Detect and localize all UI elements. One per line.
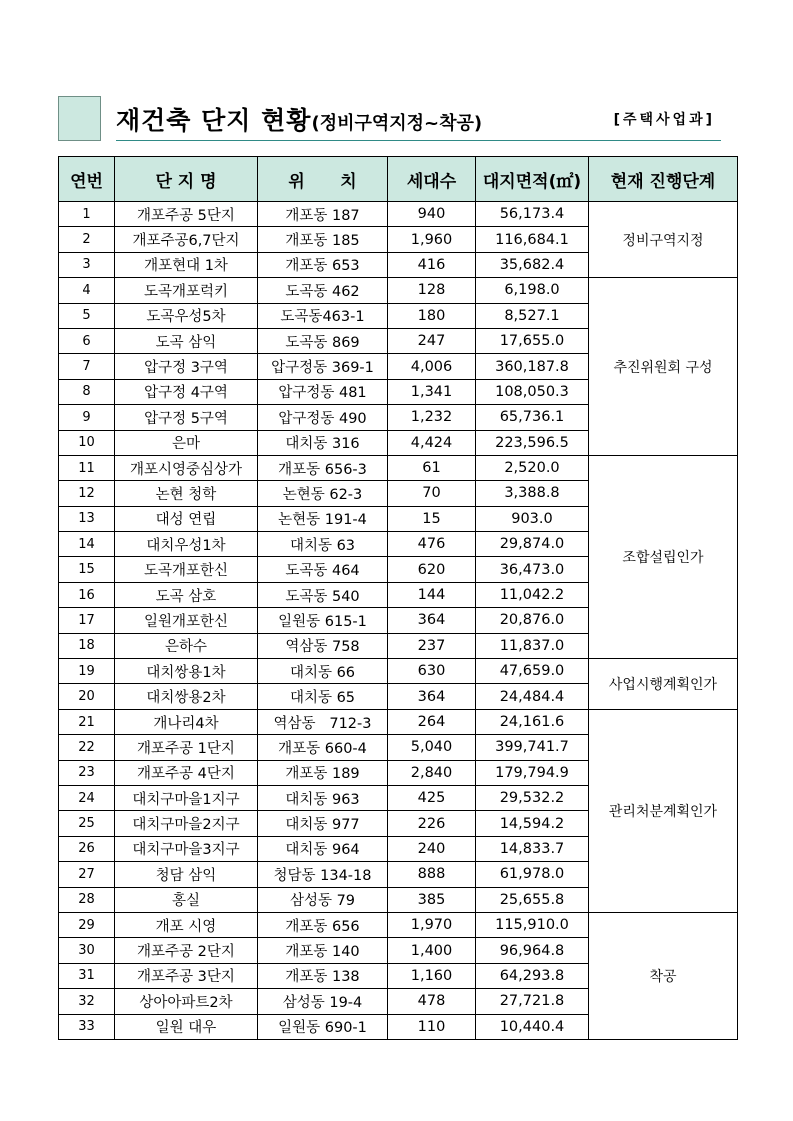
cell-units: 237: [388, 633, 476, 658]
cell-complex-name: 개포시영중심상가: [115, 455, 258, 480]
cell-no: 15: [59, 557, 115, 582]
cell-no: 13: [59, 506, 115, 531]
cell-land-area: 20,876.0: [476, 608, 589, 633]
cell-location: 개포동 187: [258, 202, 388, 227]
cell-complex-name: 압구정 5구역: [115, 405, 258, 430]
cell-land-area: 25,655.8: [476, 887, 589, 912]
cell-units: 620: [388, 557, 476, 582]
cell-no: 25: [59, 811, 115, 836]
column-header-stage: 현재 진행단계: [589, 157, 738, 202]
cell-location: 삼성동 19-4: [258, 989, 388, 1014]
cell-no: 33: [59, 1014, 115, 1039]
cell-no: 18: [59, 633, 115, 658]
cell-no: 26: [59, 836, 115, 861]
cell-no: 1: [59, 202, 115, 227]
cell-units: 416: [388, 252, 476, 277]
cell-location: 도곡동 869: [258, 328, 388, 353]
cell-land-area: 56,173.4: [476, 202, 589, 227]
cell-land-area: 179,794.9: [476, 760, 589, 785]
cell-land-area: 399,741.7: [476, 735, 589, 760]
cell-location: 논현동 191-4: [258, 506, 388, 531]
cell-no: 30: [59, 938, 115, 963]
cell-stage: 사업시행계획인가: [589, 659, 738, 710]
cell-complex-name: 상아아파트2차: [115, 989, 258, 1014]
cell-units: 476: [388, 532, 476, 557]
cell-complex-name: 개포주공 1단지: [115, 735, 258, 760]
cell-complex-name: 대치구마을2지구: [115, 811, 258, 836]
cell-units: 4,006: [388, 354, 476, 379]
cell-units: 1,341: [388, 379, 476, 404]
cell-land-area: 61,978.0: [476, 862, 589, 887]
page-title: [116, 101, 482, 137]
cell-units: 1,400: [388, 938, 476, 963]
cell-units: 61: [388, 455, 476, 480]
cell-location: 도곡동463-1: [258, 303, 388, 328]
cell-complex-name: 개포현대 1차: [115, 252, 258, 277]
cell-no: 14: [59, 532, 115, 557]
cell-location: 대치동 66: [258, 659, 388, 684]
cell-land-area: 14,833.7: [476, 836, 589, 861]
cell-units: 364: [388, 608, 476, 633]
cell-land-area: 35,682.4: [476, 252, 589, 277]
cell-land-area: 11,837.0: [476, 633, 589, 658]
cell-complex-name: 일원 대우: [115, 1014, 258, 1039]
cell-stage: 착공: [589, 912, 738, 1039]
table-header-row: [59, 157, 738, 202]
cell-no: 19: [59, 659, 115, 684]
cell-no: 6: [59, 328, 115, 353]
cell-units: 110: [388, 1014, 476, 1039]
cell-land-area: 3,388.8: [476, 481, 589, 506]
cell-location: 청담동 134-18: [258, 862, 388, 887]
cell-no: 4: [59, 278, 115, 303]
cell-complex-name: 은마: [115, 430, 258, 455]
cell-no: 24: [59, 785, 115, 810]
cell-units: 1,960: [388, 227, 476, 252]
cell-units: 1,970: [388, 912, 476, 937]
cell-units: 180: [388, 303, 476, 328]
cell-location: 개포동 653: [258, 252, 388, 277]
cell-complex-name: 도곡 삼익: [115, 328, 258, 353]
cell-complex-name: 대치쌍용1차: [115, 659, 258, 684]
cell-land-area: 24,161.6: [476, 709, 589, 734]
cell-land-area: 116,684.1: [476, 227, 589, 252]
cell-units: 4,424: [388, 430, 476, 455]
cell-units: 226: [388, 811, 476, 836]
cell-complex-name: 대치구마을3지구: [115, 836, 258, 861]
cell-no: 31: [59, 963, 115, 988]
cell-no: 21: [59, 709, 115, 734]
cell-no: 16: [59, 582, 115, 607]
cell-location: 개포동 656: [258, 912, 388, 937]
cell-location: 개포동 656-3: [258, 455, 388, 480]
table-row: [59, 709, 738, 734]
cell-stage: 정비구역지정: [589, 202, 738, 278]
document-header: [58, 96, 721, 142]
cell-no: 20: [59, 684, 115, 709]
cell-location: 압구정동 490: [258, 405, 388, 430]
cell-land-area: 29,874.0: [476, 532, 589, 557]
cell-complex-name: 개나리4차: [115, 709, 258, 734]
cell-stage: 추진위원회 구성: [589, 278, 738, 456]
cell-units: 264: [388, 709, 476, 734]
cell-units: 240: [388, 836, 476, 861]
cell-stage: 관리처분계획인가: [589, 709, 738, 912]
cell-land-area: 47,659.0: [476, 659, 589, 684]
cell-location: 삼성동 79: [258, 887, 388, 912]
column-header-units: 세대수: [388, 157, 476, 202]
cell-complex-name: 개포주공6,7단지: [115, 227, 258, 252]
cell-land-area: 27,721.8: [476, 989, 589, 1014]
cell-location: 대치동 63: [258, 532, 388, 557]
table-body: [59, 202, 738, 1040]
cell-no: 29: [59, 912, 115, 937]
title-underline: [116, 140, 721, 141]
cell-complex-name: 청담 삼익: [115, 862, 258, 887]
cell-units: 630: [388, 659, 476, 684]
cell-location: 대치동 65: [258, 684, 388, 709]
cell-land-area: 65,736.1: [476, 405, 589, 430]
cell-complex-name: 홍실: [115, 887, 258, 912]
cell-no: 7: [59, 354, 115, 379]
cell-complex-name: 대치우성1차: [115, 532, 258, 557]
cell-location: 도곡동 462: [258, 278, 388, 303]
page-title-main: 재건축 단지 현황: [116, 106, 312, 135]
page-title-sub: (정비구역지정~착공): [311, 113, 483, 134]
cell-location: 대치동 963: [258, 785, 388, 810]
cell-no: 11: [59, 455, 115, 480]
cell-complex-name: 대성 연립: [115, 506, 258, 531]
cell-units: 364: [388, 684, 476, 709]
cell-no: 23: [59, 760, 115, 785]
cell-location: 역삼동 758: [258, 633, 388, 658]
cell-units: 15: [388, 506, 476, 531]
cell-complex-name: 대치쌍용2차: [115, 684, 258, 709]
cell-location: 개포동 185: [258, 227, 388, 252]
cell-land-area: 108,050.3: [476, 379, 589, 404]
cell-land-area: 36,473.0: [476, 557, 589, 582]
cell-location: 대치동 316: [258, 430, 388, 455]
cell-no: 17: [59, 608, 115, 633]
column-header-area: 대지면적(㎡): [476, 157, 589, 202]
cell-complex-name: 개포주공 3단지: [115, 963, 258, 988]
cell-complex-name: 압구정 4구역: [115, 379, 258, 404]
cell-units: 1,232: [388, 405, 476, 430]
cell-units: 5,040: [388, 735, 476, 760]
cell-land-area: 11,042.2: [476, 582, 589, 607]
cell-land-area: 115,910.0: [476, 912, 589, 937]
cell-land-area: 29,532.2: [476, 785, 589, 810]
cell-complex-name: 개포주공 4단지: [115, 760, 258, 785]
column-header-no: 연번: [59, 157, 115, 202]
cell-land-area: 6,198.0: [476, 278, 589, 303]
cell-stage: 조합설립인가: [589, 455, 738, 658]
cell-units: 128: [388, 278, 476, 303]
cell-no: 8: [59, 379, 115, 404]
cell-units: 385: [388, 887, 476, 912]
cell-complex-name: 대치구마을1지구: [115, 785, 258, 810]
cell-no: 32: [59, 989, 115, 1014]
cell-complex-name: 일원개포한신: [115, 608, 258, 633]
title-marker-box: [58, 96, 101, 141]
cell-land-area: 903.0: [476, 506, 589, 531]
cell-location: 역삼동 712-3: [258, 709, 388, 734]
table-row: [59, 912, 738, 937]
cell-location: 도곡동 464: [258, 557, 388, 582]
column-header-location: 위 치: [258, 157, 388, 202]
cell-complex-name: 도곡 삼호: [115, 582, 258, 607]
cell-land-area: 24,484.4: [476, 684, 589, 709]
cell-location: 대치동 977: [258, 811, 388, 836]
cell-complex-name: 은하수: [115, 633, 258, 658]
cell-land-area: 17,655.0: [476, 328, 589, 353]
cell-location: 일원동 615-1: [258, 608, 388, 633]
cell-land-area: 360,187.8: [476, 354, 589, 379]
cell-location: 개포동 138: [258, 963, 388, 988]
cell-complex-name: 개포 시영: [115, 912, 258, 937]
cell-units: 144: [388, 582, 476, 607]
cell-units: 247: [388, 328, 476, 353]
table-row: [59, 455, 738, 480]
cell-units: 888: [388, 862, 476, 887]
cell-units: 1,160: [388, 963, 476, 988]
cell-location: 압구정동 369-1: [258, 354, 388, 379]
cell-land-area: 96,964.8: [476, 938, 589, 963]
cell-no: 27: [59, 862, 115, 887]
cell-location: 도곡동 540: [258, 582, 388, 607]
cell-units: 70: [388, 481, 476, 506]
cell-location: 개포동 140: [258, 938, 388, 963]
cell-land-area: 223,596.5: [476, 430, 589, 455]
cell-no: 10: [59, 430, 115, 455]
cell-land-area: 64,293.8: [476, 963, 589, 988]
cell-units: 940: [388, 202, 476, 227]
cell-units: 425: [388, 785, 476, 810]
table-row: [59, 202, 738, 227]
cell-no: 5: [59, 303, 115, 328]
cell-location: 논현동 62-3: [258, 481, 388, 506]
cell-land-area: 10,440.4: [476, 1014, 589, 1039]
cell-complex-name: 도곡개포한신: [115, 557, 258, 582]
column-header-name: 단 지 명: [115, 157, 258, 202]
cell-location: 일원동 690-1: [258, 1014, 388, 1039]
cell-no: 28: [59, 887, 115, 912]
cell-no: 2: [59, 227, 115, 252]
cell-no: 3: [59, 252, 115, 277]
cell-land-area: 14,594.2: [476, 811, 589, 836]
cell-no: 22: [59, 735, 115, 760]
cell-units: 2,840: [388, 760, 476, 785]
cell-land-area: 8,527.1: [476, 303, 589, 328]
cell-complex-name: 압구정 3구역: [115, 354, 258, 379]
cell-complex-name: 도곡우성5차: [115, 303, 258, 328]
cell-complex-name: 도곡개포럭키: [115, 278, 258, 303]
cell-location: 압구정동 481: [258, 379, 388, 404]
cell-location: 개포동 189: [258, 760, 388, 785]
cell-complex-name: 개포주공 2단지: [115, 938, 258, 963]
cell-location: 개포동 660-4: [258, 735, 388, 760]
cell-complex-name: 개포주공 5단지: [115, 202, 258, 227]
table-row: [59, 278, 738, 303]
cell-complex-name: 논현 청학: [115, 481, 258, 506]
cell-location: 대치동 964: [258, 836, 388, 861]
cell-units: 478: [388, 989, 476, 1014]
cell-no: 12: [59, 481, 115, 506]
table-row: [59, 659, 738, 684]
cell-no: 9: [59, 405, 115, 430]
department-label: [주택사업과]: [613, 112, 715, 128]
redevelopment-table: [58, 156, 738, 1040]
cell-land-area: 2,520.0: [476, 455, 589, 480]
